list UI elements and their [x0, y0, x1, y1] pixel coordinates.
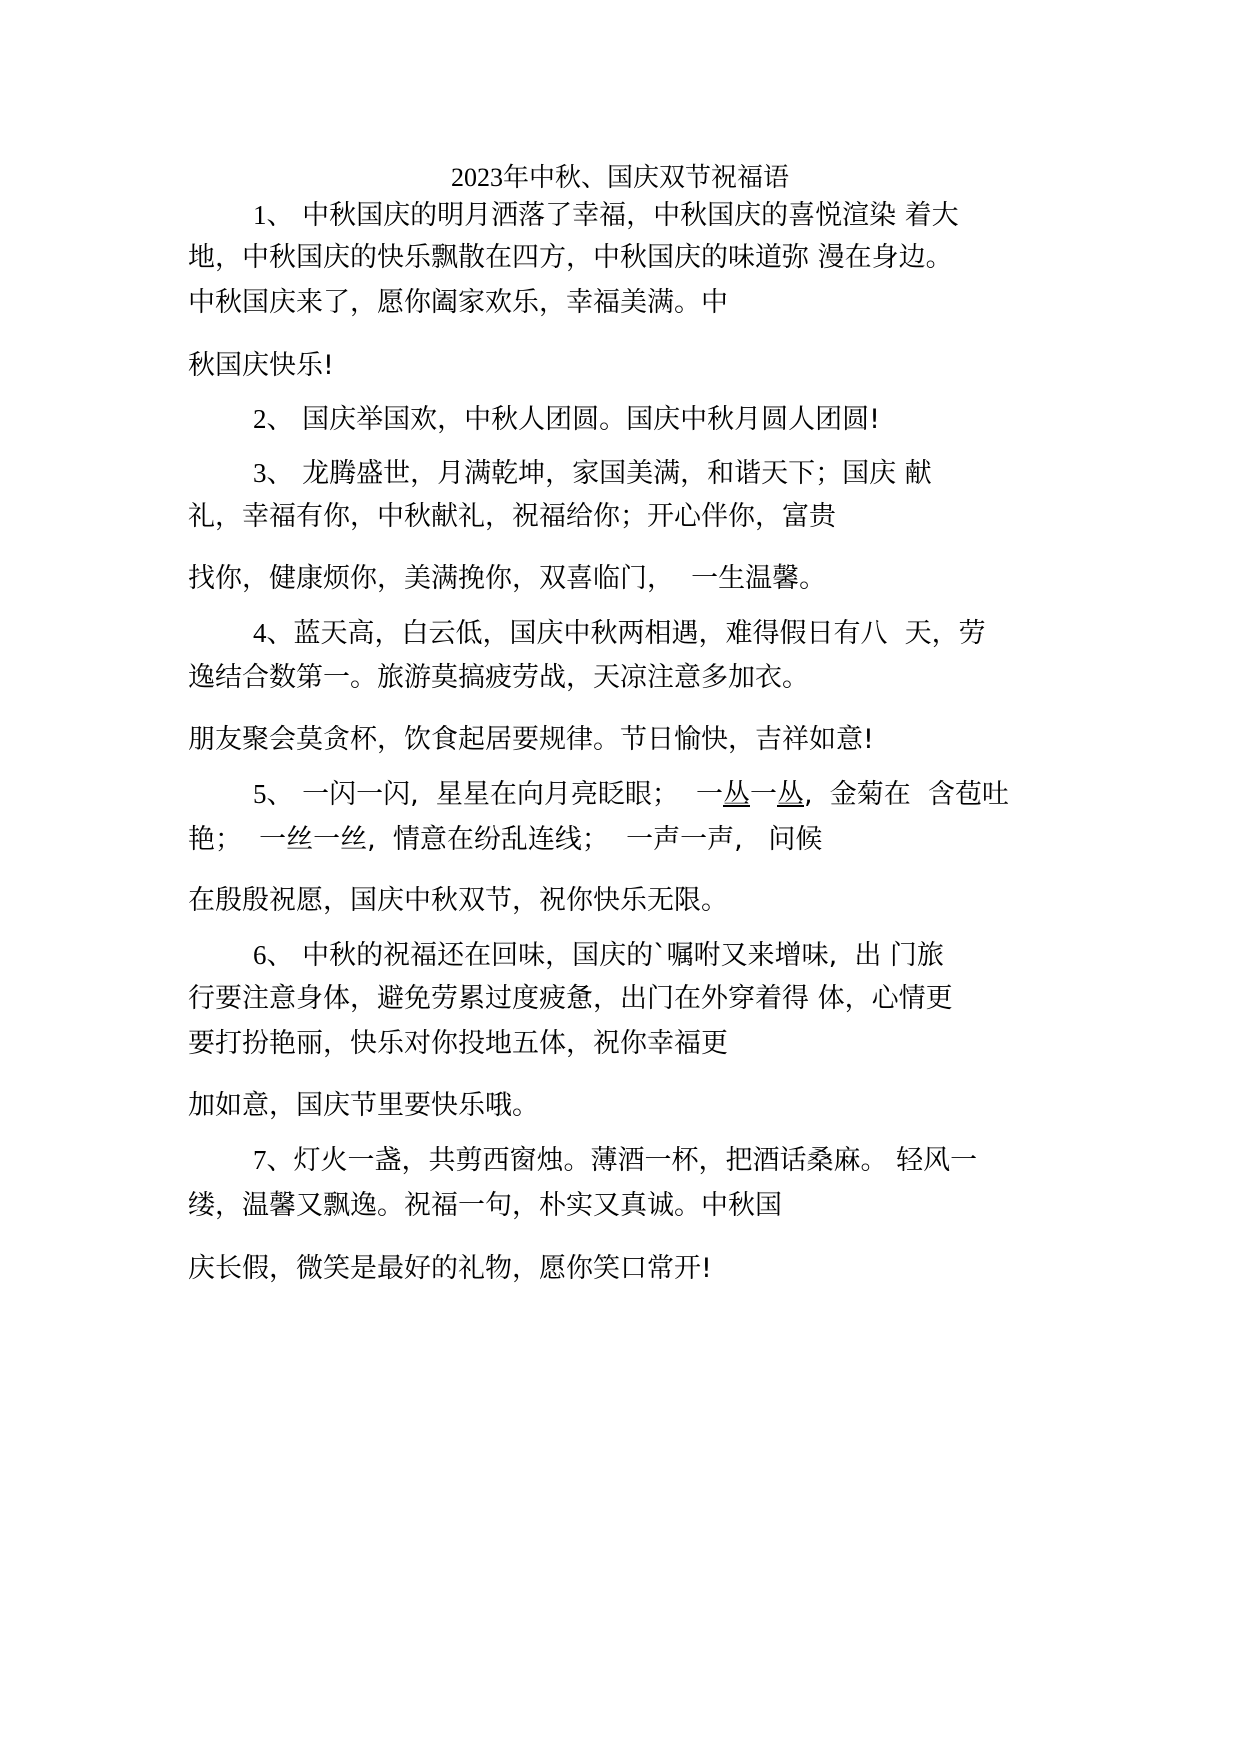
- paragraph-3-line-3: 找你，健康烦你，美满挽你，双喜临门， 一生温馨。: [188, 563, 827, 594]
- item-number: 3、: [253, 458, 294, 488]
- paragraph-text: 龙腾盛世，月满乾坤，家国美满，和谐天下；国庆 献: [293, 458, 932, 489]
- paragraph-6-line-1: [253, 937, 944, 974]
- item-number: 7、: [253, 1145, 294, 1175]
- title-year: 2023: [450, 163, 503, 192]
- paragraph-5-line-1: [253, 776, 1009, 813]
- paragraph-1-line-1: [253, 197, 959, 234]
- paragraph-6-line-4: 加如意，国庆节里要快乐哦。: [188, 1090, 539, 1121]
- paragraph-text: 一闪一闪, 星星在向月亮眨眼； 一: [293, 779, 723, 810]
- paragraph-6-line-2: 行要注意身体，避免劳累过度疲惫，出门在外穿着得 体，心情更: [188, 983, 953, 1014]
- paragraph-4-line-3: 朋友聚会莫贪杯，饮食起居要规律。节日愉快，吉祥如意!: [188, 724, 874, 755]
- paragraph-1-line-3: 中秋国庆来了，愿你阖家欢乐，幸福美满。中: [188, 287, 728, 318]
- paragraph-2-line-1: [253, 401, 880, 438]
- paragraph-7-line-3: 庆长假，微笑是最好的礼物，愿你笑口常开!: [188, 1253, 712, 1284]
- underlined-text: 丛: [723, 779, 750, 810]
- paragraph-1-line-2: 地，中秋国庆的快乐飘散在四方，中秋国庆的味道弥 漫在身边。: [188, 242, 953, 273]
- paragraph-3-line-1: [253, 455, 932, 492]
- paragraph-6-line-3: 要打扮艳丽，快乐对你投地五体，祝你幸福更: [188, 1028, 728, 1059]
- item-number: 5、: [253, 779, 294, 809]
- item-number: 4、: [253, 618, 294, 648]
- item-number: 2、: [253, 404, 294, 434]
- document-title: [0, 160, 1240, 196]
- paragraph-5-line-3: 在殷殷祝愿，国庆中秋双节，祝你快乐无限。: [188, 885, 728, 916]
- paragraph-7-line-1: [253, 1142, 977, 1179]
- item-number: 6、: [253, 940, 294, 970]
- paragraph-text: 中秋国庆的明月洒落了幸福，中秋国庆的喜悦渲染 着大: [293, 200, 959, 231]
- paragraph-text: 国庆举国欢，中秋人团圆。国庆中秋月圆人团圆!: [293, 404, 880, 435]
- paragraph-7-line-2: 缕，温馨又飘逸。祝福一句，朴实又真诚。中秋国: [188, 1190, 782, 1221]
- item-number: 1、: [253, 200, 294, 230]
- paragraph-5-line-2: 艳； 一丝一丝, 情意在纷乱连线； 一声一声, 问候: [188, 824, 823, 855]
- paragraph-text: 中秋的祝福还在回味，国庆的`嘱咐又来增味, 出 门旅: [293, 940, 944, 971]
- paragraph-text: 灯火一盏，共剪西窗烛。薄酒一杯，把酒话桑麻。 轻风一: [293, 1145, 978, 1176]
- paragraph-text: 蓝天高，白云低，国庆中秋两相遇，难得假日有八 天，劳: [293, 618, 986, 649]
- paragraph-1-line-4: 秋国庆快乐!: [188, 350, 334, 381]
- paragraph-4-line-1: [253, 615, 986, 652]
- paragraph-3-line-2: 礼，幸福有你，中秋献礼，祝福给你；开心伴你，富贵: [188, 501, 836, 532]
- underlined-text: 丛: [777, 779, 804, 810]
- paragraph-4-line-2: 逸结合数第一。旅游莫搞疲劳战，天凉注意多加衣。: [188, 662, 809, 693]
- paragraph-text: , 金菊在 含苞吐: [804, 779, 1009, 810]
- title-text: 年中秋、国庆双节祝福语: [502, 163, 789, 193]
- paragraph-text: 一: [750, 779, 777, 810]
